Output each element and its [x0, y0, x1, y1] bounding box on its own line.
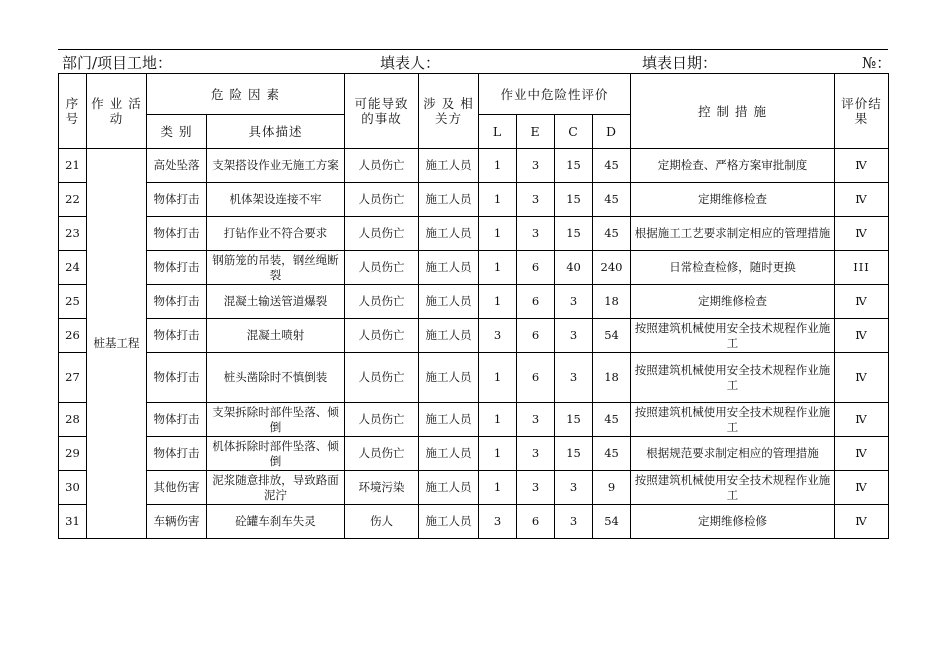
row-result: Ⅳ: [835, 505, 889, 539]
row-control: 根据规范要求制定相应的管理措施: [631, 437, 835, 471]
row-category: 其他伤害: [147, 471, 207, 505]
row-e: 6: [517, 285, 555, 319]
row-no: 24: [59, 251, 87, 285]
row-result: III: [835, 251, 889, 285]
col-description-header: 具体描述: [207, 115, 345, 149]
row-d: 45: [593, 437, 631, 471]
table-row: [59, 403, 889, 437]
row-category: 物体打击: [147, 319, 207, 353]
row-result: Ⅳ: [835, 217, 889, 251]
row-l: 1: [479, 403, 517, 437]
row-no: 21: [59, 149, 87, 183]
row-control: 按照建筑机械使用安全技术规程作业施工: [631, 403, 835, 437]
row-e: 6: [517, 353, 555, 403]
row-control: 定期维修检查: [631, 285, 835, 319]
row-accident: 人员伤亡: [345, 403, 419, 437]
row-description: 打钻作业不符合要求: [207, 217, 345, 251]
row-no: 25: [59, 285, 87, 319]
col-result-header: 评价结果: [835, 74, 889, 149]
row-description: 机体架设连接不牢: [207, 183, 345, 217]
row-result: Ⅳ: [835, 471, 889, 505]
filler-label: 填表人：: [380, 54, 441, 72]
row-c: 15: [555, 403, 593, 437]
row-d: 9: [593, 471, 631, 505]
row-e: 3: [517, 183, 555, 217]
row-category: 高处坠落: [147, 149, 207, 183]
row-accident: 人员伤亡: [345, 183, 419, 217]
row-description: 混凝土输送管道爆裂: [207, 285, 345, 319]
col-seq-header: 序号: [59, 74, 87, 149]
row-control: 定期维修检修: [631, 505, 835, 539]
row-no: 26: [59, 319, 87, 353]
row-result: Ⅳ: [835, 403, 889, 437]
row-category: 物体打击: [147, 353, 207, 403]
row-accident: 人员伤亡: [345, 149, 419, 183]
row-c: 3: [555, 471, 593, 505]
row-description: 支架搭设作业无施工方案: [207, 149, 345, 183]
row-e: 6: [517, 505, 555, 539]
table-row: [59, 251, 889, 285]
col-l-header: L: [479, 115, 517, 149]
row-party: 施工人员: [419, 285, 479, 319]
row-d: 18: [593, 353, 631, 403]
row-e: 6: [517, 251, 555, 285]
row-category: 物体打击: [147, 217, 207, 251]
risk-assessment-table: [58, 73, 889, 539]
row-control: 按照建筑机械使用安全技术规程作业施工: [631, 353, 835, 403]
row-category: 物体打击: [147, 251, 207, 285]
row-e: 6: [517, 319, 555, 353]
row-result: Ⅳ: [835, 285, 889, 319]
row-l: 1: [479, 471, 517, 505]
row-d: 45: [593, 217, 631, 251]
row-e: 3: [517, 471, 555, 505]
row-control: 按照建筑机械使用安全技术规程作业施工: [631, 319, 835, 353]
row-l: 1: [479, 251, 517, 285]
row-d: 45: [593, 183, 631, 217]
row-d: 54: [593, 505, 631, 539]
row-party: 施工人员: [419, 505, 479, 539]
col-c-header: C: [555, 115, 593, 149]
row-party: 施工人员: [419, 403, 479, 437]
row-c: 3: [555, 353, 593, 403]
row-e: 3: [517, 403, 555, 437]
row-no: 22: [59, 183, 87, 217]
row-c: 3: [555, 285, 593, 319]
row-c: 15: [555, 149, 593, 183]
row-c: 15: [555, 183, 593, 217]
row-accident: 人员伤亡: [345, 319, 419, 353]
row-description: 混凝土喷射: [207, 319, 345, 353]
row-description: 泥浆随意排放，导致路面泥泞: [207, 471, 345, 505]
table-row: [59, 149, 889, 183]
table-row: [59, 319, 889, 353]
row-party: 施工人员: [419, 471, 479, 505]
table-row: [59, 285, 889, 319]
row-control: 日常检查检修，随时更换: [631, 251, 835, 285]
row-control: 定期检查、严格方案审批制度: [631, 149, 835, 183]
table-row: [59, 437, 889, 471]
row-description: 砼罐车刹车失灵: [207, 505, 345, 539]
row-party: 施工人员: [419, 149, 479, 183]
row-no: 31: [59, 505, 87, 539]
row-l: 3: [479, 319, 517, 353]
row-description: 桩头凿除时不慎倒装: [207, 353, 345, 403]
row-c: 15: [555, 217, 593, 251]
row-control: 定期维修检查: [631, 183, 835, 217]
header-rule: [58, 49, 888, 50]
row-d: 54: [593, 319, 631, 353]
row-e: 3: [517, 149, 555, 183]
number-label: №：: [862, 54, 892, 72]
col-hazard-header: 危 险 因 素: [147, 74, 345, 115]
activity-group-cell: 桩基工程: [87, 149, 147, 539]
row-accident: 人员伤亡: [345, 353, 419, 403]
row-l: 1: [479, 183, 517, 217]
row-category: 物体打击: [147, 403, 207, 437]
col-control-header: 控 制 措 施: [631, 74, 835, 149]
table-row: [59, 471, 889, 505]
col-category-header: 类 别: [147, 115, 207, 149]
row-control: 按照建筑机械使用安全技术规程作业施工: [631, 471, 835, 505]
row-result: Ⅳ: [835, 149, 889, 183]
row-l: 1: [479, 353, 517, 403]
row-party: 施工人员: [419, 319, 479, 353]
table-row: [59, 353, 889, 403]
row-c: 3: [555, 505, 593, 539]
col-evaluation-header: 作业中危险性评价: [479, 74, 631, 115]
row-d: 18: [593, 285, 631, 319]
table-row: [59, 217, 889, 251]
row-result: Ⅳ: [835, 183, 889, 217]
row-party: 施工人员: [419, 217, 479, 251]
row-e: 3: [517, 217, 555, 251]
row-party: 施工人员: [419, 437, 479, 471]
row-result: Ⅳ: [835, 319, 889, 353]
row-description: 支架拆除时部件坠落、倾倒: [207, 403, 345, 437]
department-label: 部门/项目工地：: [62, 54, 173, 72]
row-party: 施工人员: [419, 251, 479, 285]
row-c: 40: [555, 251, 593, 285]
row-accident: 人员伤亡: [345, 251, 419, 285]
row-category: 物体打击: [147, 437, 207, 471]
row-no: 28: [59, 403, 87, 437]
table-row: [59, 183, 889, 217]
row-no: 30: [59, 471, 87, 505]
row-description: 机体拆除时部件坠落、倾倒: [207, 437, 345, 471]
col-d-header: D: [593, 115, 631, 149]
row-accident: 人员伤亡: [345, 437, 419, 471]
table-row: [59, 505, 889, 539]
date-label: 填表日期：: [642, 54, 718, 72]
row-no: 23: [59, 217, 87, 251]
row-accident: 伤人: [345, 505, 419, 539]
col-e-header: E: [517, 115, 555, 149]
row-no: 27: [59, 353, 87, 403]
row-d: 45: [593, 403, 631, 437]
row-category: 物体打击: [147, 183, 207, 217]
row-l: 1: [479, 149, 517, 183]
row-d: 240: [593, 251, 631, 285]
row-result: Ⅳ: [835, 437, 889, 471]
row-category: 物体打击: [147, 285, 207, 319]
col-involved-header: 涉 及 相关方: [419, 74, 479, 149]
row-accident: 人员伤亡: [345, 217, 419, 251]
row-description: 钢筋笼的吊装，钢丝绳断裂: [207, 251, 345, 285]
row-l: 1: [479, 217, 517, 251]
row-accident: 环境污染: [345, 471, 419, 505]
row-party: 施工人员: [419, 353, 479, 403]
row-control: 根据施工工艺要求制定相应的管理措施: [631, 217, 835, 251]
row-c: 3: [555, 319, 593, 353]
row-e: 3: [517, 437, 555, 471]
row-category: 车辆伤害: [147, 505, 207, 539]
row-party: 施工人员: [419, 183, 479, 217]
row-c: 15: [555, 437, 593, 471]
row-d: 45: [593, 149, 631, 183]
row-accident: 人员伤亡: [345, 285, 419, 319]
row-l: 3: [479, 505, 517, 539]
col-accident-header: 可能导致的事故: [345, 74, 419, 149]
row-result: Ⅳ: [835, 353, 889, 403]
row-l: 1: [479, 285, 517, 319]
row-l: 1: [479, 437, 517, 471]
col-activity-header: 作 业 活 动: [87, 74, 147, 149]
row-no: 29: [59, 437, 87, 471]
